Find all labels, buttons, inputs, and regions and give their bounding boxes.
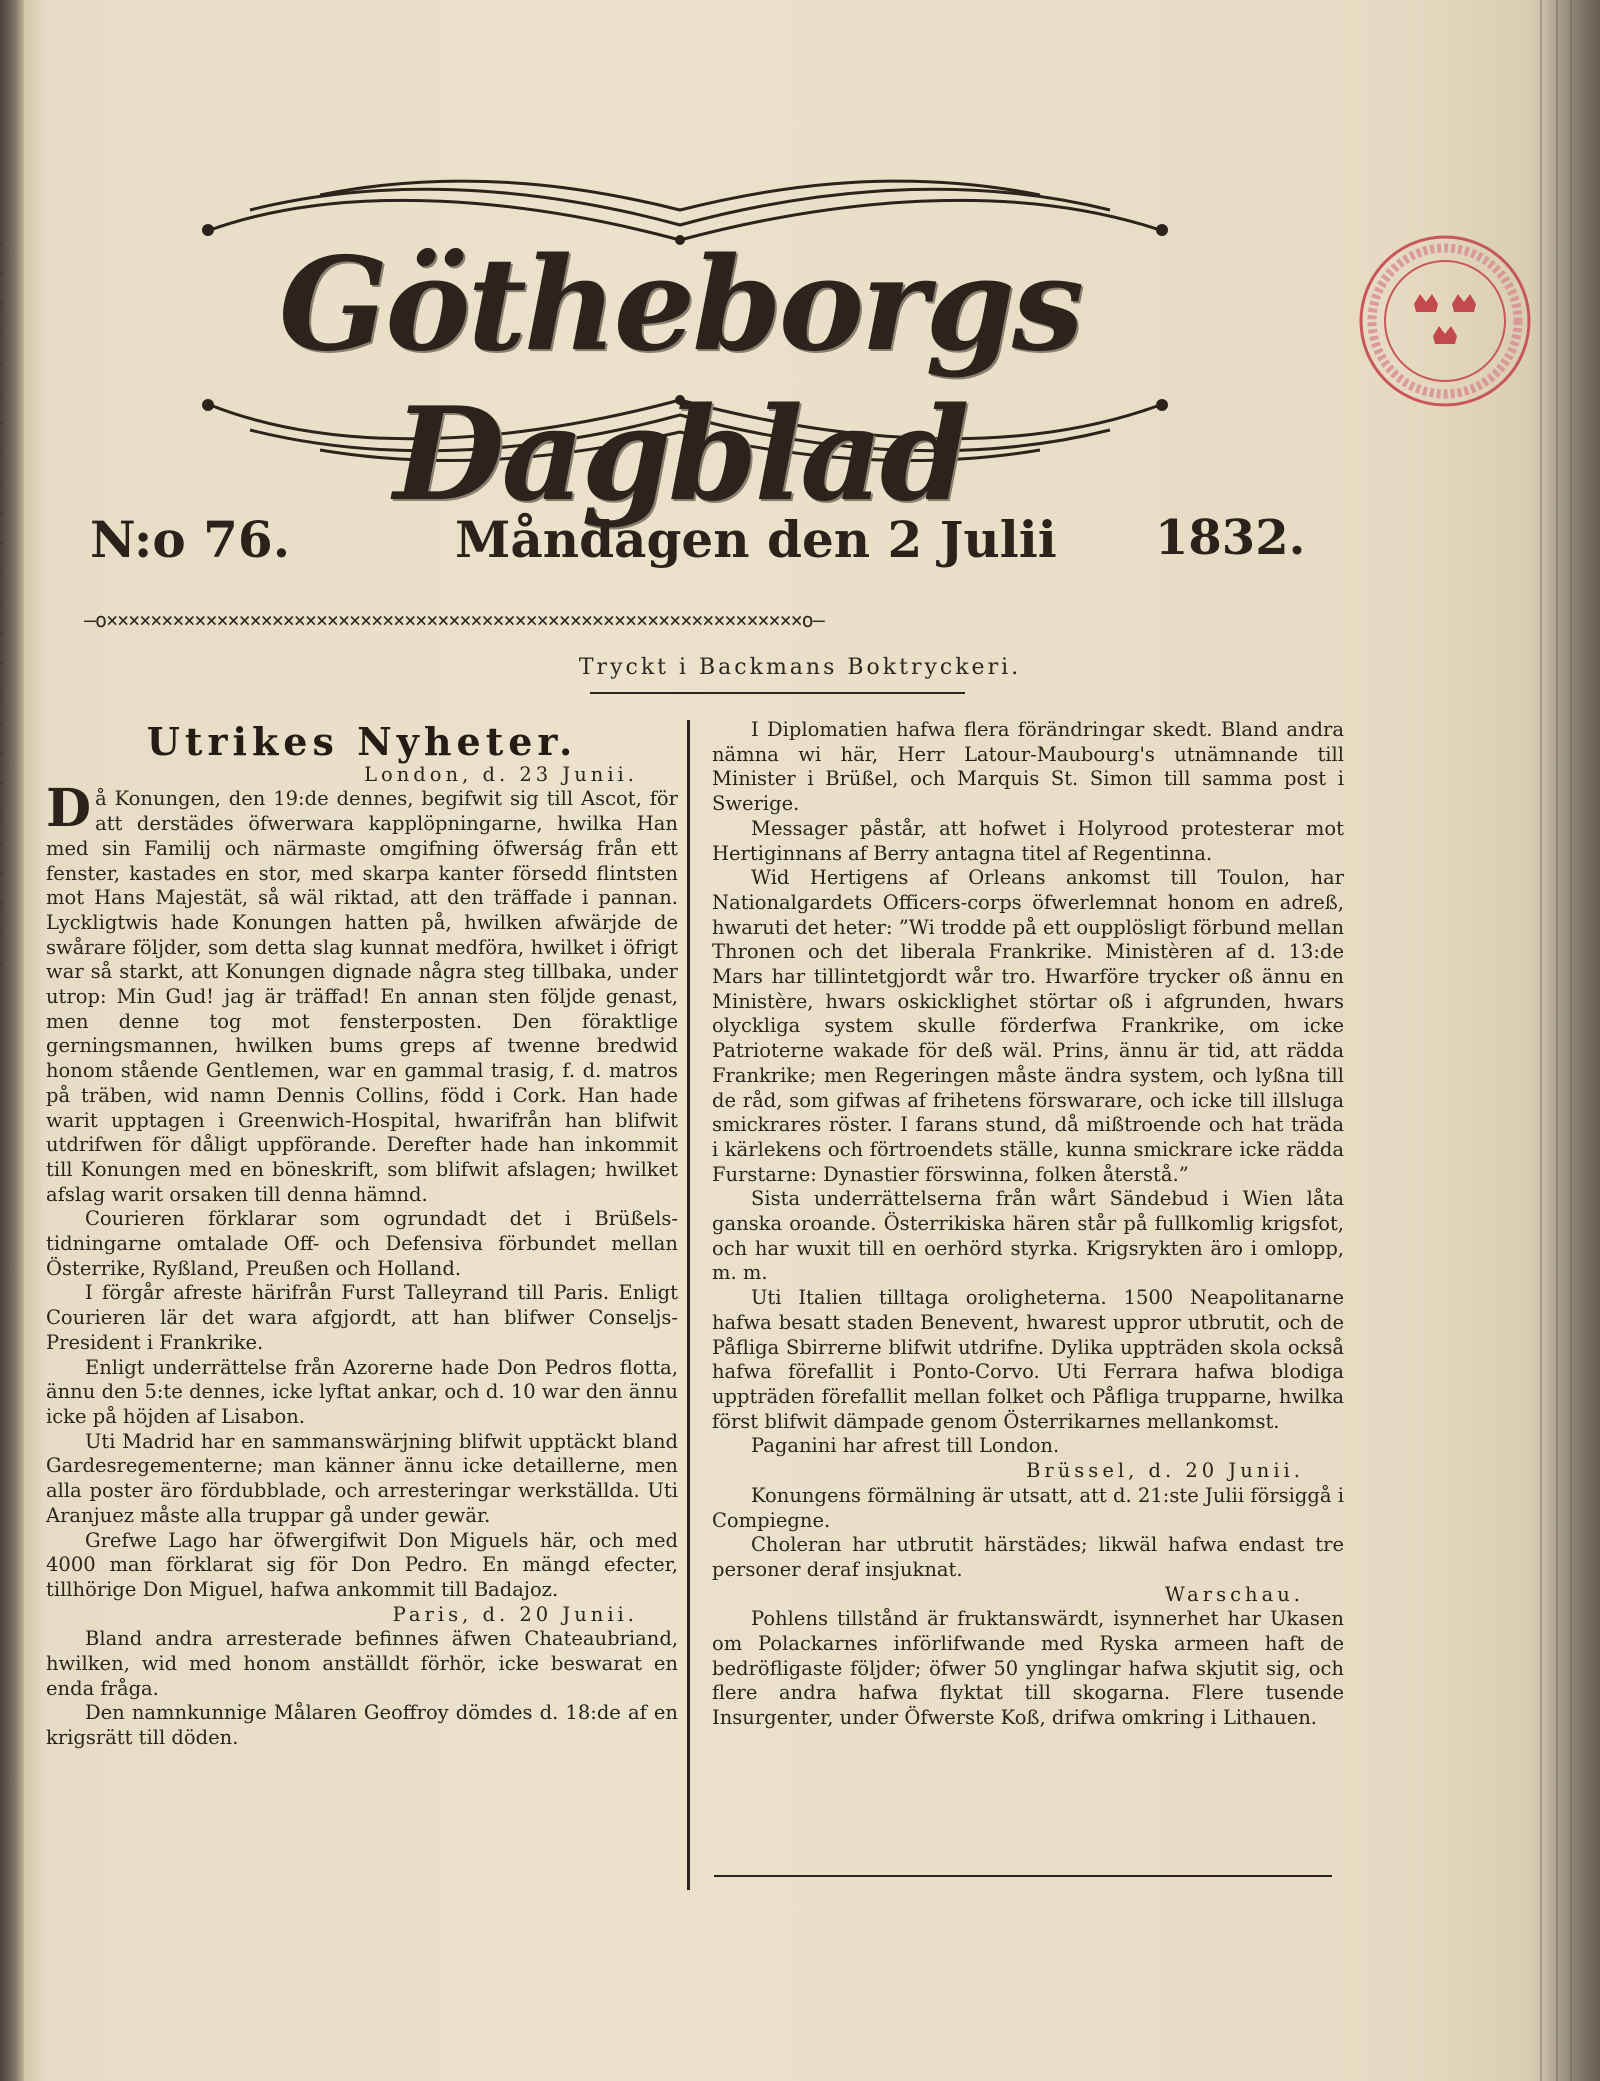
article-paragraph: I förgår afreste härifrån Furst Talleyrand till Paris. Enligt Courieren lär det wara afgjordt, att han blifwer Conseljs-President i Frankrike. — [46, 1281, 678, 1354]
article-paragraph: Då Konungen, den 19:de dennes, begifwit sig till Ascot, för att derstädes öfwerwara kapplöpningarne, hwilka Han med sin Familij och närmaste omgifning öfwerság från ett fenster, kastades en stor, med skarpa kanter försedd flintsten mot Hans Majestät, så wäl riktad, att den träffade i pannan. Lyckligtwis hade Konungen hatten på, hwilken afwärjde de swårare följder, som detta slag kunnat medföra, hwilket i öfrigt war så starkt, att Konungen dignade några steg tillbaka, under utrop: Min Gud! jag är träffad! En annan sten följde genast, men denne tog mot fensterposten. Den föraktlige gerningsmannen, hwilken bums greps af twenne bredwid honom stående Gentlemen, war en gammal trasig, f. d. matros på träben, wid namn Dennis Collins, född i Cork. Han hade warit upptagen i Greenwich-Hospital, hwarifrån han blifwit utdrifwen för dåligt uppförande. Derefter hade han inkommit till Konungen med en böneskrift, som blifwit afslagen; hwilket afslag warit orsaken till denna hämnd. — [46, 778, 678, 1206]
article-paragraph: Paganini har afrest till London. — [751, 1434, 1060, 1458]
column-divider — [687, 720, 690, 1890]
article-paragraph: Konungens förmälning är utsatt, att d. 21:ste Julii försiggå i Compiegne. — [712, 1483, 1344, 1532]
article-paragraph: Enligt underrättelse från Azorerne hade Don Pedros flotta, ännu den 5:te dennes, icke lyftat ankar, och d. 10 war den ännu icke på höjden af Lisabon. — [46, 1355, 678, 1428]
article-paragraph: Den namnkunnige Målaren Geoffroy dömdes d. 18:de af en krigsrätt till döden. — [46, 1701, 678, 1750]
article-paragraph: Bland andra arresterade befinnes äfwen Chateaubriand, hwilken, wid med honom anställdt förhör, icke beswarat en enda fråga. — [46, 1627, 678, 1700]
article-paragraph: Sista underrättelserna från wårt Sändebud i Wien låta ganska oroande. Österrikiska hären står på fullkomlig krigsfot, och har wuxit till en oerhörd styrka. Krigsrykten äro i omlopp, m. m. — [712, 1187, 1344, 1285]
article-paragraph: Courieren förklarar som ogrundadt det i Brüßels-tidningarne omtalade Off- och Defensiva förbundet mellan Österrike, Ryßland, Preußen och Holland. — [46, 1207, 678, 1280]
issue-number: N:o 76. — [90, 510, 291, 569]
dateline-paris: Paris, d. 20 Junii. — [392, 1602, 638, 1626]
newspaper-title: Götheborgs Dagblad — [278, 230, 1082, 530]
page-stack-line — [1570, 0, 1572, 2081]
printer-rule — [590, 692, 965, 694]
ornamental-rule: —o×××××××××××××××××××××××××××××××××××××××××××××××××××××××××××××××o— — [84, 608, 824, 632]
right-column — [712, 718, 1344, 1731]
left-column — [46, 719, 678, 1751]
article-paragraph: I Diplomatien hafwa flera förändringar skedt. Bland andra nämna wi här, Herr Latour-Maubourg's utnämnande till Minister i Brüßel, och Marquis St. Simon till samma post i Swerige. — [712, 718, 1344, 816]
article-paragraph: Grefwe Lago har öfwergifwit Don Miguels här, och med 4000 man förklarat sig för Don Pedro. En mängd efecter, tillhörige Don Miguel, hafwa ankommit till Badajoz. — [46, 1528, 678, 1601]
article-paragraph: Uti Madrid har en sammanswärjning blifwit upptäckt bland Gardesregementerne; man känner ännu icke detaillerne, men alla poster äro fördubblade, och arresteringar werkställda. Uti Aranjuez måste alla truppar gå under gewär. — [46, 1429, 678, 1527]
article-paragraph: Pohlens tillstånd är fruktanswärdt, isynnerhet har Ukasen om Polackarnes införlifwande med Ryska armeen haft de bedröfligaste följder; öfwer 50 ynglingar hafwa skjutit sig, och flere andra hafwa flyktat till skogarna. Flere tusende Insurgenter, under Öfwerste Koß, drifwa omkring i Lithauen. — [712, 1607, 1344, 1730]
article-paragraph: Messager påstår, att hofwet i Holyrood protesterar mot Hertiginnans af Berry antagna titel af Regentinna. — [712, 816, 1344, 865]
article-paragraph: Wid Hertigens af Orleans ankomst till Toulon, har Nationalgardets Officers-corps öfwerlemnat honom en adreß, hwaruti det heter: ”Wi trodde på ett oupplösligt förbund mellan Thronen och det liberala Frankrike. Ministèren af d. 13:de Mars har tillintetgjordt wår tro. Hwarföre trycker oß ännu en Ministère, hwars oskicklighet störtar oß i afgrunden, hwars olyckliga system skulle förderfwa Frankrike, om icke Patrioterne wakade för deß wäl. Prins, ännu är tid, att rädda Frankrike; men Regeringen måste ändra system, och lyßna till de råd, som gifwas af frihetens förswarare, och icke till illsluga smickrares röster. I farans stund, då mißtroende och hat träda i kärlekens och förtroendets ställe, kunna smickrare icke rädda Furstarne: Dynastier förswinna, folken återstå.” — [712, 866, 1344, 1186]
library-stamp — [1356, 232, 1534, 410]
dateline-warschau: Warschau. — [1164, 1582, 1304, 1606]
dateline-london: London, d. 23 Junii. — [364, 762, 638, 786]
issue-date: Måndagen den 2 Julii — [455, 510, 1057, 569]
article-paragraph: Choleran har utbrutit härstädes; likwäl hafwa endast tre personer deraf insjuknat. — [712, 1533, 1344, 1581]
section-heading: Utrikes Nyheter. — [146, 719, 578, 764]
page-stack-line — [1540, 0, 1542, 2081]
end-rule — [714, 1875, 1332, 1877]
dateline-brussel: Brüssel, d. 20 Junii. — [1026, 1459, 1304, 1483]
article-paragraph: Uti Italien tilltaga oroligheterna. 1500 Neapolitanarne hafwa besatt staden Benevent, hwarest uppror utbrutit, och de Påfliga Sbirrerne blifwit utdrifne. Dylika uppträden skola också hafwa förefallit i Ponto-Corvo. Uti Ferrara hafwa blodiga uppträden förefallit mellan folket och Påfliga trupparne, hwilka först blifwit dämpade genom Österrikarnes mellankomst. — [712, 1286, 1344, 1433]
binding-margin-marks: · · : · · : · · : · · · : · · : · · · : · · : · · — [0, 239, 4, 970]
issue-year: 1832. — [1155, 510, 1306, 566]
printer-line: Tryckt i Backmans Boktryckeri. — [578, 655, 1022, 680]
page-stack-line — [1556, 0, 1558, 2081]
masthead — [170, 170, 1190, 530]
dateline — [90, 510, 1330, 580]
